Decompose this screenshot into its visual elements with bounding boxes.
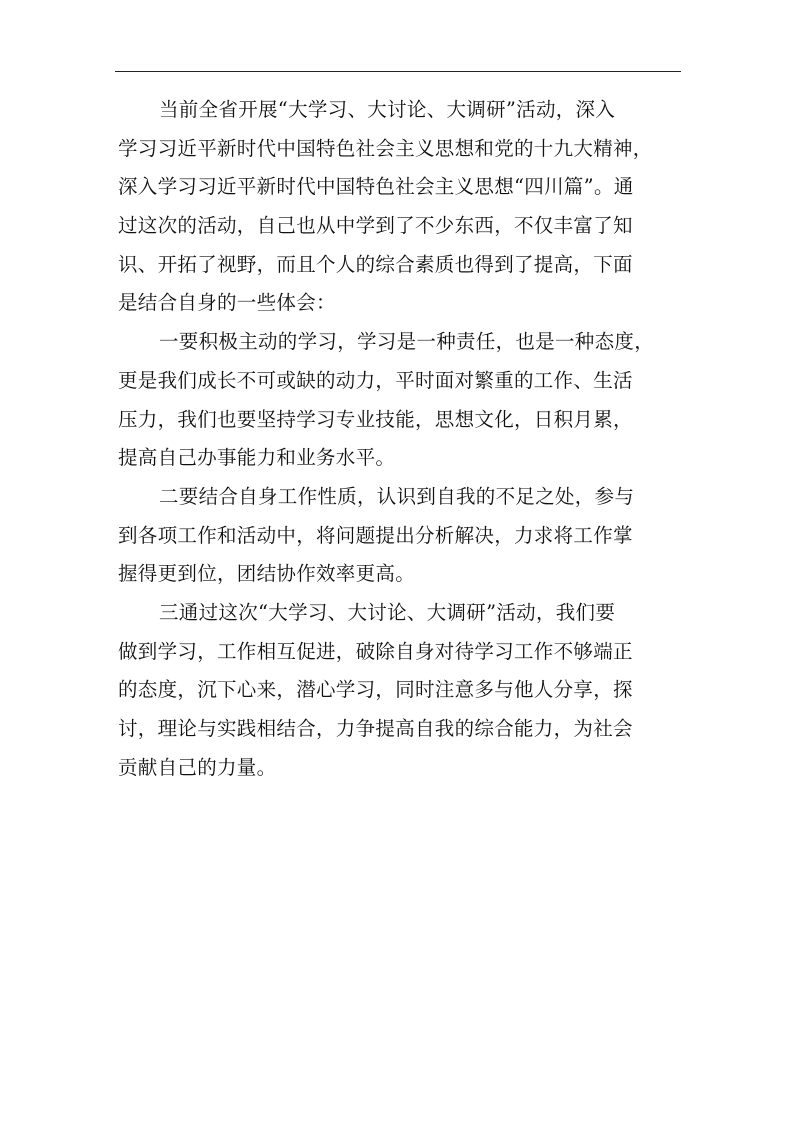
paragraph-4-line-2: 做到学习，工作相互促进，破除自身对待学习工作不够端正 — [118, 639, 633, 663]
paragraph-1-line-1: 当前全省开展“大学习、大讨论、大调研”活动，深入 — [159, 98, 616, 121]
paragraph-4-line-3: 的态度，沉下心来，潜心学习，同时注意多与他人分享，探 — [118, 678, 633, 702]
paragraph-4-line-4: 讨，理论与实践相结合，力争提高自我的综合能力，为社会 — [118, 717, 633, 740]
paragraph-1-line-5: 识、开拓了视野，而且个人的综合素质也得到了提高，下面 — [118, 252, 633, 276]
paragraph-2-line-3: 压力，我们也要坚持学习专业技能，思想文化，日积月累， — [118, 407, 633, 431]
paragraph-2-line-1: 一要积极主动的学习，学习是一种责任，也是一种态度， — [159, 330, 655, 354]
header-rule — [115, 71, 681, 72]
paragraph-1-line-3: 深入学习习近平新时代中国特色社会主义思想“四川篇”。通 — [118, 175, 634, 199]
body-text — [118, 91, 682, 787]
paragraph-1-line-2: 学习习近平新时代中国特色社会主义思想和党的十九大精神， — [118, 136, 653, 160]
paragraph-2-line-2: 更是我们成长不可或缺的动力，平时面对繁重的工作、生活 — [118, 368, 633, 392]
paragraph-4-line-5: 贡献自己的力量。 — [118, 755, 277, 779]
paragraph-3-line-3: 握得更到位，团结协作效率更高。 — [118, 562, 416, 586]
paragraph-1-line-4: 过这次的活动，自己也从中学到了不少东西，不仅丰富了知 — [118, 214, 633, 238]
paragraph-3-line-2: 到各项工作和活动中，将问题提出分析解决，力求将工作掌 — [118, 523, 633, 547]
paragraph-3-line-1: 二要结合自身工作性质，认识到自我的不足之处，参与 — [159, 484, 635, 508]
paragraph-4-line-1: 三通过这次“大学习、大讨论、大调研”活动，我们要 — [159, 600, 616, 624]
paragraph-1-line-6: 是结合自身的一些体会： — [118, 291, 336, 315]
paragraph-2-line-4: 提高自己办事能力和业务水平。 — [118, 446, 396, 470]
